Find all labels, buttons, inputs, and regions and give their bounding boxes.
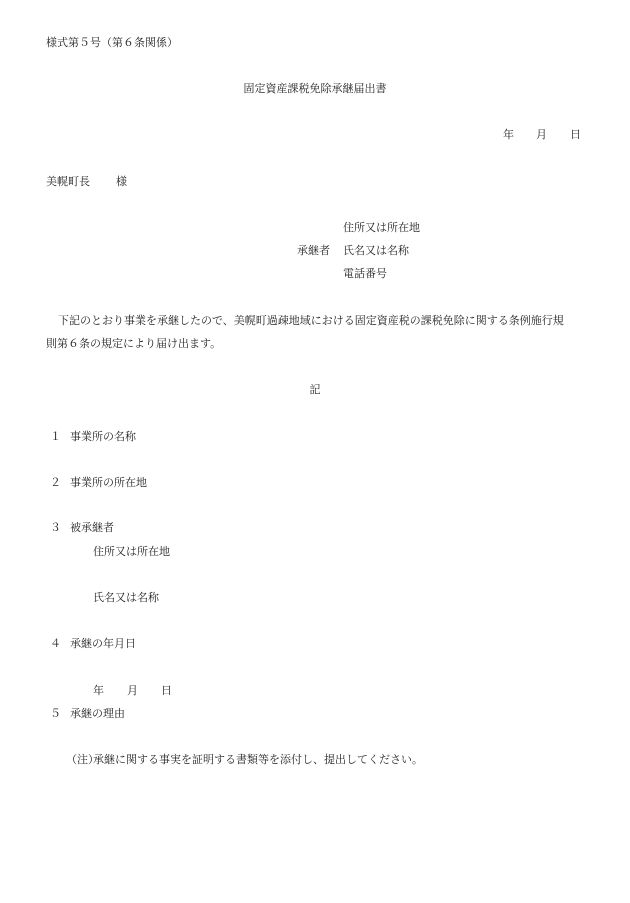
body-text-line-2: 則第６条の規定により届け出ます。	[46, 337, 222, 350]
successor-name-label: 氏名又は名称	[343, 244, 409, 257]
successor-role-label: 承継者	[297, 244, 330, 257]
form-number: 様式第５号（第６条関係）	[46, 36, 178, 49]
item-number: ５	[50, 707, 61, 720]
successor-address-label: 住所又は所在地	[343, 221, 420, 234]
date-month-label: 月	[536, 128, 547, 141]
date-year-label: 年	[503, 128, 514, 141]
addressee-suffix: 様	[116, 175, 127, 188]
note-prefix: （注）	[66, 753, 99, 766]
item-number: ２	[50, 476, 61, 489]
note-text: 承継に関する事実を証明する書類等を添付し、提出してください。	[93, 753, 423, 766]
item-label: 承継の理由	[70, 707, 125, 720]
successor-phone-label: 電話番号	[343, 267, 387, 280]
item-number: ３	[50, 521, 61, 534]
item-number: １	[50, 430, 61, 443]
predecessor-address-label: 住所又は所在地	[93, 545, 170, 558]
succession-day-label: 日	[161, 684, 172, 697]
item-label: 承継の年月日	[70, 637, 136, 650]
succession-month-label: 月	[127, 684, 138, 697]
date-day-label: 日	[570, 128, 581, 141]
item-label: 事業所の名称	[70, 430, 136, 443]
predecessor-name-label: 氏名又は名称	[93, 591, 159, 604]
document-title: 固定資産課税免除承継届出書	[243, 82, 387, 95]
item-label: 被承継者	[70, 521, 114, 534]
succession-year-label: 年	[93, 684, 104, 697]
addressee-name: 美幌町長	[46, 175, 90, 188]
ki-heading: 記	[309, 383, 321, 396]
body-text-line-1: 下記のとおり事業を承継したので、美幌町過疎地域における固定資産税の課税免除に関する条例施行規	[58, 314, 564, 327]
item-number: ４	[50, 637, 61, 650]
item-label: 事業所の所在地	[70, 476, 147, 489]
